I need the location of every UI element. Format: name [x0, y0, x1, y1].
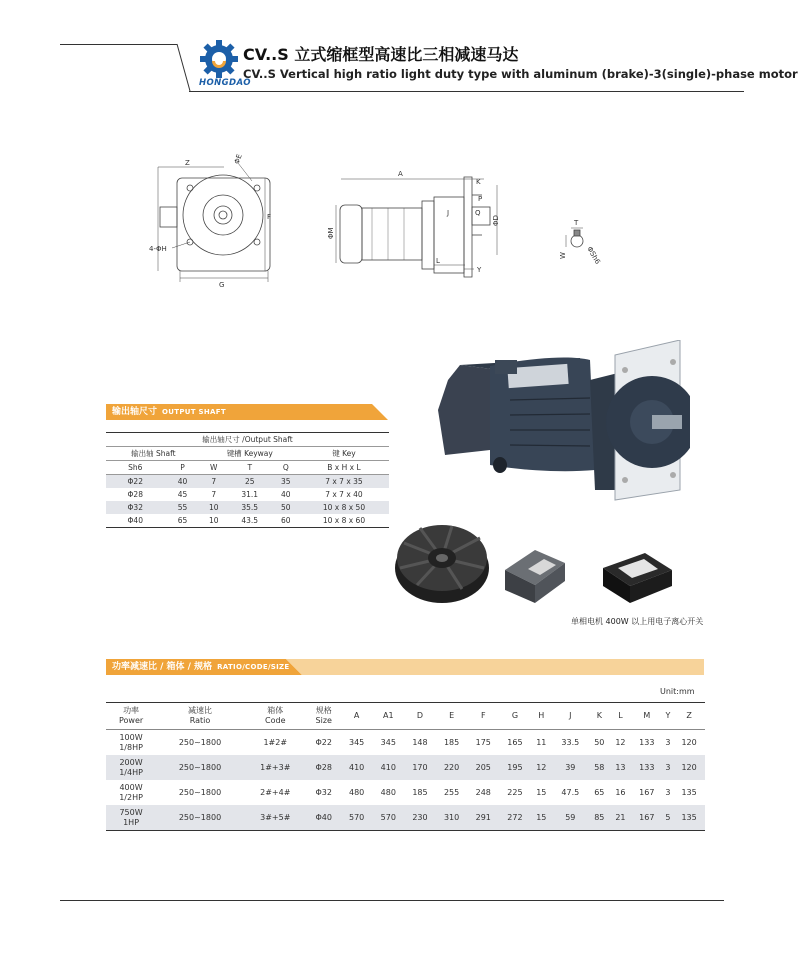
- table-cell: 3#+5#: [244, 805, 307, 831]
- table-cell: 40: [164, 475, 200, 489]
- table-cell: 185: [443, 737, 460, 747]
- table-cell: 133: [639, 737, 655, 747]
- label-g: G: [219, 281, 225, 289]
- table-cell: [106, 703, 156, 730]
- label-holes: 4-ΦH: [149, 245, 167, 253]
- table-cell: 5: [663, 805, 674, 831]
- table-cell: [106, 805, 156, 831]
- table-cell: Φ28: [307, 755, 341, 780]
- table-cell: 15: [536, 787, 547, 797]
- table-cell: 65: [164, 514, 200, 528]
- label-l: L: [436, 257, 440, 265]
- table-cell: [106, 780, 156, 805]
- label-phi-sh6: ΦSh6: [585, 245, 602, 266]
- side-view-drawing: [336, 177, 497, 277]
- table-cell: 35.5: [227, 501, 273, 514]
- cell-text: OUTPUT SHAFT: [162, 408, 226, 416]
- table-cell: 55: [164, 501, 200, 514]
- table-cell: 1#+3#: [244, 755, 307, 780]
- header-rule-left: [60, 44, 177, 45]
- table-cell: 480: [380, 787, 396, 797]
- cell-text: 功率减速比 / 箱体 / 规格: [112, 662, 213, 672]
- cell-text: Size: [315, 716, 332, 725]
- table-cell: 291: [467, 805, 499, 831]
- shaft-group-keyway: 键槽 Keyway: [201, 447, 299, 461]
- table-cell: Φ32: [315, 787, 332, 797]
- table-cell: 175: [475, 737, 491, 747]
- front-view-drawing: [158, 163, 270, 282]
- table-cell: 7 x 7 x 35: [299, 475, 389, 489]
- cell-text: 750W: [119, 807, 143, 817]
- table-cell: 165: [507, 737, 523, 747]
- table-cell: 3: [665, 787, 671, 797]
- table-cell: 40: [281, 490, 291, 499]
- shaft-table-title: 输出轴尺寸 /Output Shaft: [106, 433, 389, 447]
- header-rule-right: [189, 91, 744, 92]
- shaft-group-shaft: 输出轴 Shaft: [106, 447, 201, 461]
- spec-table: [106, 702, 705, 831]
- cell-text: Ratio: [189, 716, 211, 725]
- table-row: [106, 755, 705, 780]
- label-q: Q: [475, 209, 481, 217]
- table-cell: 220: [436, 755, 468, 780]
- table-cell: 10: [201, 514, 227, 528]
- cell-text: Code: [265, 716, 286, 725]
- table-cell: Φ40: [307, 805, 341, 831]
- cell-text: 功率: [123, 706, 140, 715]
- table-cell: 1#2#: [263, 737, 288, 747]
- table-cell: 39: [552, 755, 589, 780]
- shaft-col: Sh6: [106, 461, 164, 475]
- label-f: F: [267, 213, 272, 221]
- table-cell: 65: [594, 787, 605, 797]
- table-cell: D: [404, 703, 436, 730]
- cell-text: 输出轴尺寸: [112, 407, 158, 417]
- shaft-col: P: [164, 461, 200, 475]
- table-cell: 10 x 8 x 60: [299, 514, 389, 528]
- table-cell: 248: [475, 787, 491, 797]
- table-cell: [307, 703, 341, 730]
- table-cell: 120: [681, 737, 697, 747]
- unit-label: Unit:mm: [660, 687, 695, 696]
- table-cell: 11: [536, 737, 547, 747]
- table-cell: A: [341, 703, 373, 730]
- table-cell: Φ28: [127, 490, 143, 499]
- table-cell: 345: [349, 737, 365, 747]
- footer-rule: [60, 900, 724, 901]
- table-cell: 570: [372, 805, 404, 831]
- table-cell: L: [610, 703, 631, 730]
- table-cell: 167: [631, 805, 663, 831]
- table-cell: 3: [665, 737, 671, 747]
- shaft-col: Q: [273, 461, 299, 475]
- table-cell: 205: [467, 755, 499, 780]
- cell-text: 减速比: [188, 706, 212, 715]
- shaft-col: T: [227, 461, 273, 475]
- table-cell: 7 x 7 x 40: [325, 490, 363, 499]
- table-cell: G: [499, 703, 531, 730]
- shaft-col: B x H x L: [299, 461, 389, 475]
- cell-text: 200W: [119, 757, 143, 767]
- table-cell: 250~1800: [156, 805, 244, 831]
- table-cell: F: [467, 703, 499, 730]
- label-phi-m: ΦM: [327, 227, 335, 239]
- table-cell: 250~1800: [178, 737, 222, 747]
- cell-text: 规格: [315, 706, 332, 715]
- table-cell: 250~1800: [156, 755, 244, 780]
- table-cell: 13: [610, 755, 631, 780]
- label-y: Y: [477, 266, 482, 274]
- table-cell: 135: [681, 787, 697, 797]
- table-cell: 43.5: [227, 514, 273, 528]
- table-cell: 148: [412, 737, 428, 747]
- table-cell: K: [589, 703, 610, 730]
- table-cell: 33.5: [561, 737, 580, 747]
- table-cell: 133: [631, 755, 663, 780]
- table-cell: 7: [201, 475, 227, 489]
- table-cell: Z: [673, 703, 705, 730]
- table-cell: H: [531, 703, 552, 730]
- table-cell: 15: [531, 805, 552, 831]
- table-cell: 185: [412, 787, 428, 797]
- output-shaft-table: [106, 432, 389, 528]
- table-cell: [106, 755, 156, 780]
- table-cell: Φ32: [106, 501, 164, 514]
- table-cell: Y: [663, 703, 674, 730]
- table-cell: 250~1800: [178, 787, 222, 797]
- table-cell: 59: [552, 805, 589, 831]
- table-cell: 170: [404, 755, 436, 780]
- table-cell: 7: [211, 490, 217, 499]
- table-cell: 10 x 8 x 50: [299, 501, 389, 514]
- table-cell: 272: [499, 805, 531, 831]
- centrifugal-switch-photo: [600, 548, 675, 606]
- table-cell: 230: [404, 805, 436, 831]
- table-row: [106, 730, 705, 756]
- table-cell: 16: [615, 787, 626, 797]
- cell-text: 箱体: [267, 706, 284, 715]
- key-section-drawing: [566, 228, 583, 247]
- page-title-cn: CV..S 立式缩框型高速比三相减速马达: [243, 45, 519, 64]
- table-cell: 50: [273, 501, 299, 514]
- cell-text: 1HP: [123, 817, 140, 827]
- label-a: A: [398, 170, 403, 178]
- page-title-en: CV..S Vertical high ratio light duty type with aluminum (brake)-3(single)-phase motor: [243, 67, 798, 81]
- table-cell: J: [552, 703, 589, 730]
- table-cell: E: [436, 703, 468, 730]
- output-shaft-section-title: [106, 404, 226, 420]
- cell-text: 400W: [119, 782, 143, 792]
- table-cell: 570: [341, 805, 373, 831]
- table-row: [106, 475, 389, 489]
- table-cell: 50: [594, 737, 605, 747]
- label-phi-e: ΦE: [232, 153, 244, 166]
- cell-text: 1/8HP: [119, 742, 143, 752]
- table-cell: 480: [349, 787, 365, 797]
- table-cell: 35: [273, 475, 299, 489]
- table-cell: A1: [372, 703, 404, 730]
- table-cell: 135: [673, 805, 705, 831]
- dimension-drawings: [140, 145, 610, 290]
- cell-text: RATIO/CODE/SIZE: [217, 663, 290, 671]
- cell-text: 100W: [119, 732, 143, 742]
- table-cell: 58: [589, 755, 610, 780]
- cell-text: 1/4HP: [119, 767, 143, 777]
- table-cell: 12: [615, 737, 626, 747]
- table-cell: Φ22: [315, 737, 332, 747]
- spec-header-row: [106, 703, 705, 730]
- table-cell: 167: [639, 787, 655, 797]
- table-cell: 120: [673, 755, 705, 780]
- cell-text: 1/2HP: [119, 792, 143, 802]
- table-cell: [156, 703, 244, 730]
- table-cell: 410: [372, 755, 404, 780]
- table-cell: 3: [663, 755, 674, 780]
- rectifier-box-photo: [500, 545, 570, 605]
- table-row: [106, 488, 389, 501]
- table-cell: 10: [201, 501, 227, 514]
- table-cell: [244, 703, 307, 730]
- switch-caption: 单相电机 400W 以上用电子离心开关: [571, 617, 704, 626]
- table-row: [106, 780, 705, 805]
- shaft-col: W: [201, 461, 227, 475]
- table-cell: 25: [227, 475, 273, 489]
- table-cell: 195: [499, 755, 531, 780]
- table-cell: 31.1: [241, 490, 259, 499]
- cell-text: Power: [118, 716, 144, 725]
- table-cell: 2#+4#: [260, 787, 291, 797]
- table-cell: 410: [341, 755, 373, 780]
- table-cell: 45: [177, 490, 188, 499]
- table-cell: 60: [273, 514, 299, 528]
- table-row: [106, 501, 389, 514]
- table-cell: Φ22: [106, 475, 164, 489]
- table-cell: 345: [380, 737, 396, 747]
- spec-section-title: [106, 659, 290, 675]
- table-cell: Φ40: [106, 514, 164, 528]
- table-cell: 225: [507, 787, 523, 797]
- table-cell: 85: [589, 805, 610, 831]
- label-j: J: [447, 209, 450, 217]
- table-cell: 12: [531, 755, 552, 780]
- label-z: Z: [185, 159, 190, 167]
- table-cell: M: [631, 703, 663, 730]
- label-p: P: [478, 195, 483, 203]
- label-phi-d: ΦD: [492, 215, 500, 226]
- label-w: W: [559, 252, 567, 259]
- header-rule-slant: [176, 43, 196, 93]
- table-cell: 310: [436, 805, 468, 831]
- table-cell: 21: [610, 805, 631, 831]
- table-row: [106, 805, 705, 831]
- table-cell: [106, 730, 156, 756]
- brake-unit-photo: [392, 513, 502, 608]
- gear-motor-photo: [430, 340, 690, 510]
- table-cell: 255: [443, 787, 460, 797]
- brand-name: HONGDAO: [199, 78, 251, 88]
- shaft-group-key: 键 Key: [299, 447, 389, 461]
- table-cell: 47.5: [561, 787, 580, 797]
- hongdao-logo-icon: [196, 38, 242, 80]
- label-k: K: [476, 178, 481, 186]
- table-row: [106, 514, 389, 528]
- label-t: T: [574, 219, 579, 227]
